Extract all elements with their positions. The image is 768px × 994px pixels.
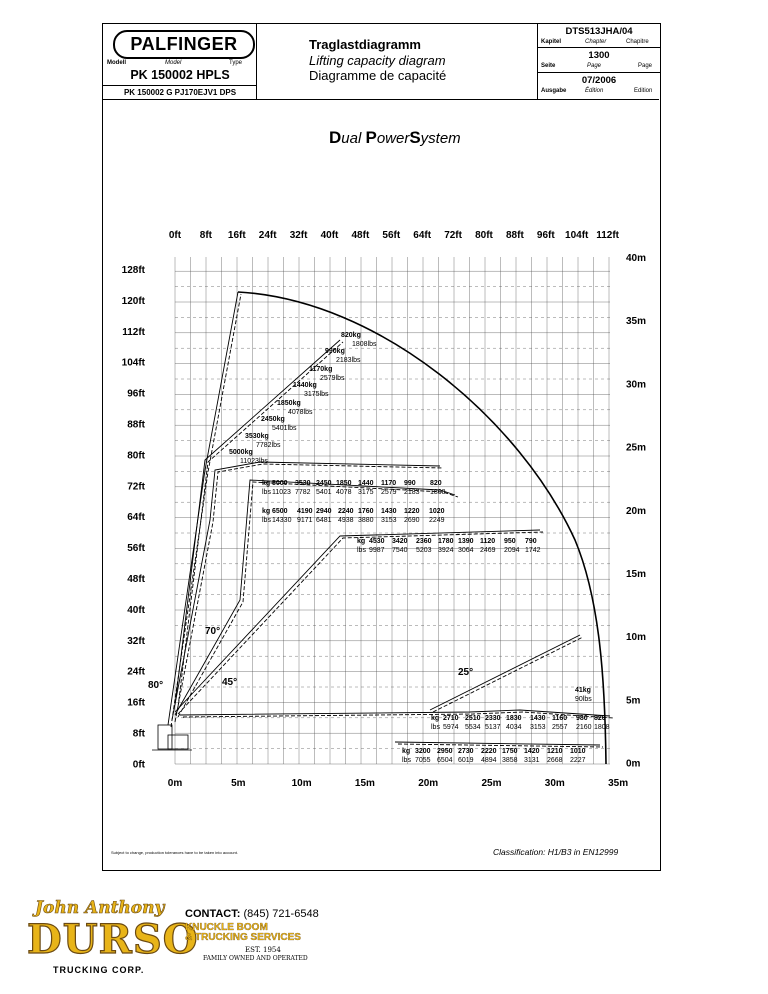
ft-left-tick: 128ft: [121, 265, 145, 276]
label-type: Type: [229, 60, 243, 66]
upper-kg: 5000kg: [229, 449, 253, 456]
row-kg-label: kg: [262, 480, 271, 487]
row-kg: 820: [430, 480, 442, 487]
upper-kg: 1440kg: [293, 382, 317, 389]
ft-left-tick: 32ft: [127, 635, 145, 647]
tip-lbs: 90lbs: [575, 696, 592, 703]
boom-row1-outline: [175, 464, 443, 722]
row-kg: 1440: [358, 480, 374, 487]
ft-top-tick: 16ft: [227, 230, 246, 241]
ft-left-tick: 88ft: [127, 419, 145, 431]
row-lbs: 1808: [594, 724, 610, 731]
m-right-tick: 30m: [626, 379, 647, 391]
m-right-tick: 25m: [626, 442, 647, 454]
row-lbs: 2094: [504, 547, 520, 554]
row-kg: 980: [576, 715, 588, 722]
row-kg: 2360: [416, 538, 432, 545]
service-2: & TRUCKING SERVICES: [185, 932, 301, 943]
ft-top-tick: 40ft: [320, 230, 339, 241]
row-kg: 2950: [437, 748, 453, 755]
m-bottom-tick: 10m: [291, 778, 312, 789]
row-lbs: 6504: [437, 757, 453, 764]
ft-top-tick: 48ft: [351, 230, 370, 241]
row-lbs: 14330: [272, 517, 292, 524]
ft-left-tick: 40ft: [127, 604, 145, 616]
label-modell: Modell: [107, 60, 126, 66]
ft-top-tick: 56ft: [382, 230, 401, 241]
upper-lbs: 1808lbs: [352, 341, 377, 348]
m-bottom-tick: 35m: [608, 778, 629, 789]
logo-main: DURSO: [27, 916, 199, 963]
row-lbs: 2690: [404, 517, 420, 524]
ft-top-tick: 32ft: [289, 230, 308, 241]
doc-code: DTS513JHA/04: [565, 26, 633, 37]
row-kg-label: kg: [431, 715, 440, 722]
row-kg-label: kg: [357, 538, 366, 545]
title-en: Lifting capacity diagram: [309, 53, 446, 68]
row-lbs: 5974: [443, 724, 459, 731]
label-chapter: Chapter: [585, 39, 607, 45]
service-1: KNUCKLE BOOM: [185, 922, 268, 933]
row-kg: 1850: [336, 480, 352, 487]
row-lbs: 4034: [506, 724, 522, 731]
ft-top-tick: 24ft: [258, 230, 277, 241]
m-right-tick: 0m: [626, 758, 641, 770]
angle-label: 80°: [148, 680, 164, 691]
ft-top-tick: 104ft: [565, 230, 589, 241]
row-kg: 950: [504, 538, 516, 545]
row-lbs: 7540: [392, 547, 408, 554]
row-kg: 790: [525, 538, 537, 545]
row-kg: 2240: [338, 508, 354, 515]
page-value: 1300: [588, 50, 610, 61]
m-bottom-tick: 20m: [418, 778, 439, 789]
ft-top-tick: 80ft: [475, 230, 493, 241]
m-right-tick: 5m: [626, 695, 641, 707]
row-lbs: 9171: [297, 517, 313, 524]
angle-label: 45°: [222, 677, 238, 688]
row-lbs: 1742: [525, 547, 541, 554]
row-kg: 1120: [480, 538, 496, 545]
row-kg: 990: [404, 480, 416, 487]
row-kg: 6500: [272, 508, 288, 515]
ft-top-tick: 112ft: [596, 230, 619, 241]
ft-left-tick: 24ft: [127, 666, 145, 678]
row-lbs: 3175: [358, 489, 374, 496]
row-lbs-label: lbs: [357, 547, 366, 554]
est: EST. 1954: [245, 946, 281, 954]
row-kg: 2510: [465, 715, 481, 722]
upper-lbs: 7782lbs: [256, 442, 281, 449]
row-lbs: 2668: [547, 757, 563, 764]
m-bottom-axis: [168, 778, 628, 789]
ft-left-axis: [122, 265, 146, 770]
boom-row2: [175, 480, 455, 715]
m-right-tick: 15m: [626, 569, 647, 580]
row-lbs: 1808: [430, 489, 446, 496]
row-kg: 1390: [458, 538, 474, 545]
row-lbs-label: lbs: [402, 757, 411, 764]
boom-row1: [172, 462, 440, 720]
ft-top-axis: [169, 230, 620, 241]
ft-top-tick: 0ft: [168, 230, 182, 241]
row-kg: 3420: [392, 538, 408, 545]
boom-25: [430, 635, 580, 710]
ft-left-tick: 48ft: [127, 574, 145, 585]
contact: CONTACT: (845) 721-6548: [185, 908, 319, 920]
row-lbs: 5401: [316, 489, 332, 496]
row-lbs: 2469: [480, 547, 496, 554]
row-kg: 3200: [415, 748, 431, 755]
row-kg: 1830: [506, 715, 522, 722]
row-lbs: 2160: [576, 724, 592, 731]
ft-top-tick: 8ft: [199, 230, 213, 241]
row-kg: 5000: [272, 480, 288, 487]
logo-sub: TRUCKING CORP.: [53, 965, 145, 975]
row-kg: 2710: [443, 715, 459, 722]
row-kg: 1220: [404, 508, 420, 515]
row-lbs: 3064: [458, 547, 474, 554]
ft-top-tick: 88ft: [506, 230, 524, 241]
label-ausgabe: Ausgabe: [541, 88, 567, 94]
upper-lbs: 4078lbs: [288, 409, 313, 416]
m-bottom-tick: 25m: [481, 778, 502, 789]
row-kg: 1430: [381, 508, 397, 515]
row-kg: 1170: [381, 480, 397, 487]
row-kg: 2450: [316, 480, 332, 487]
row-kg: 1010: [570, 748, 586, 755]
row-lbs: 11023: [272, 489, 291, 496]
row-kg-label: kg: [402, 748, 411, 755]
label-page-en: Page: [587, 63, 602, 69]
m-bottom-tick: 15m: [354, 778, 375, 789]
row-lbs: 4938: [338, 517, 354, 524]
label-kapitel: Kapitel: [541, 39, 562, 45]
ft-left-tick: 80ft: [127, 450, 145, 462]
row-lbs: 6481: [316, 517, 332, 524]
label-edition-de: Édition: [585, 88, 604, 94]
boom-80: [168, 292, 238, 725]
label-page-fr: Page: [638, 63, 653, 69]
upper-kg: 1850kg: [277, 400, 301, 407]
row-lbs: 4894: [481, 757, 497, 764]
row-kg: 820: [594, 715, 606, 722]
row-lbs: 5203: [416, 547, 432, 554]
row-lbs-label: lbs: [431, 724, 440, 731]
upper-kg: 820kg: [341, 332, 361, 339]
title-fr: Diagramme de capacité: [309, 68, 447, 83]
row-lbs: 2249: [429, 517, 445, 524]
row-lbs: 3880: [358, 517, 374, 524]
label-seite: Seite: [541, 63, 556, 69]
row-lbs: 7055: [415, 757, 431, 764]
boom-25-outline: [433, 637, 583, 712]
system-title: Dual PowerSystem: [329, 128, 461, 147]
row-lbs: 3153: [381, 517, 397, 524]
row-lbs: 3131: [524, 757, 540, 764]
load-labels: [148, 332, 610, 764]
family-owned: FAMILY OWNED AND OPERATED: [203, 955, 308, 962]
row-kg: 2940: [316, 508, 332, 515]
footnote: Subject to change, production tolerances have to be taken into account.: [111, 850, 238, 855]
upper-lbs: 5401lbs: [272, 425, 297, 432]
edition-value: 07/2006: [581, 75, 617, 86]
row-lbs: 9987: [369, 547, 385, 554]
ft-left-tick: 112ft: [122, 326, 145, 338]
upper-kg: 2450kg: [261, 416, 285, 423]
row-lbs: 3153: [530, 724, 546, 731]
upper-lbs: 2183lbs: [336, 357, 361, 364]
upper-kg: 3530kg: [245, 433, 269, 440]
row-lbs: 2183: [404, 489, 420, 496]
upper-lbs: 11023lbs: [240, 458, 268, 465]
row-lbs: 2557: [552, 724, 568, 731]
palfinger-logo: PALFINGER: [113, 30, 255, 59]
row-lbs: 2579: [381, 489, 397, 496]
ft-left-tick: 0ft: [132, 759, 145, 771]
logo-script: John Anthony: [35, 898, 165, 918]
ft-left-tick: 72ft: [127, 481, 145, 493]
upper-lbs: 3175lbs: [304, 391, 329, 398]
ft-top-tick: 72ft: [444, 230, 462, 241]
row-kg: 1780: [438, 538, 454, 545]
row-kg: 3530: [295, 480, 311, 487]
row-kg: 1760: [358, 508, 374, 515]
footer: [25, 880, 765, 990]
ft-left-tick: 64ft: [127, 512, 145, 524]
row-lbs: 6019: [458, 757, 474, 764]
ft-left-tick: 120ft: [121, 295, 145, 307]
row-lbs: 7782: [295, 489, 311, 496]
row-lbs: 2227: [570, 757, 586, 764]
row-kg: 1210: [547, 748, 563, 755]
model-name: PK 150002 HPLS: [130, 68, 230, 82]
row-lbs: 3858: [502, 757, 518, 764]
ft-top-tick: 96ft: [536, 230, 555, 241]
reach-envelope: [238, 292, 606, 764]
m-bottom-tick: 5m: [231, 778, 246, 789]
row-lbs: 5534: [465, 724, 481, 731]
ft-left-tick: 96ft: [127, 388, 145, 400]
m-bottom-tick: 30m: [544, 778, 565, 789]
upper-kg: 990kg: [325, 348, 345, 355]
label-model: Model: [165, 60, 182, 66]
upper-lbs: 2579lbs: [320, 375, 345, 382]
row-kg: 1020: [429, 508, 445, 515]
m-bottom-tick: 0m: [167, 778, 183, 789]
row-lbs: 3924: [438, 547, 454, 554]
angle-label: 25°: [458, 667, 474, 678]
ft-left-tick: 56ft: [127, 543, 145, 555]
row-lbs: 5137: [485, 724, 501, 731]
upper-kg: 1170kg: [309, 366, 333, 373]
m-right-tick: 10m: [626, 632, 647, 644]
classification: Classification: H1/B3 in EN12999: [493, 847, 619, 857]
row-lbs: 4078: [336, 489, 352, 496]
row-kg: 4190: [297, 508, 313, 515]
row-kg: 2730: [458, 748, 474, 755]
row-kg-label: kg: [262, 508, 271, 515]
row-kg: 2220: [481, 748, 497, 755]
row-kg: 1750: [502, 748, 518, 755]
crane-base-icon: [152, 725, 192, 750]
ft-left-tick: 8ft: [132, 728, 145, 740]
tip-kg: 41kg: [575, 687, 591, 694]
ft-top-tick: 64ft: [413, 230, 432, 241]
m-right-tick: 35m: [626, 316, 647, 328]
m-right-tick: 20m: [626, 505, 647, 517]
row-kg: 1430: [530, 715, 546, 722]
ft-left-tick: 104ft: [121, 357, 145, 369]
label-chapitre: Chapitre: [626, 39, 649, 45]
title-de: Traglastdiagramm: [309, 37, 421, 52]
contact-phone: (845) 721-6548: [243, 908, 319, 920]
m-right-tick: 40m: [626, 253, 647, 264]
row-kg: 1420: [524, 748, 540, 755]
row-kg: 2330: [485, 715, 501, 722]
row-lbs-label: lbs: [262, 517, 271, 524]
row-kg: 4530: [369, 538, 385, 545]
row-lbs-label: lbs: [262, 489, 271, 496]
angle-label: 70°: [205, 626, 221, 637]
row-kg: 1160: [552, 715, 568, 722]
model-variant: PK 150002 G PJ170EJV1 DPS: [103, 85, 257, 97]
label-edition-en: Edition: [634, 88, 653, 94]
ft-left-tick: 16ft: [127, 697, 145, 709]
m-right-axis: [626, 253, 646, 770]
